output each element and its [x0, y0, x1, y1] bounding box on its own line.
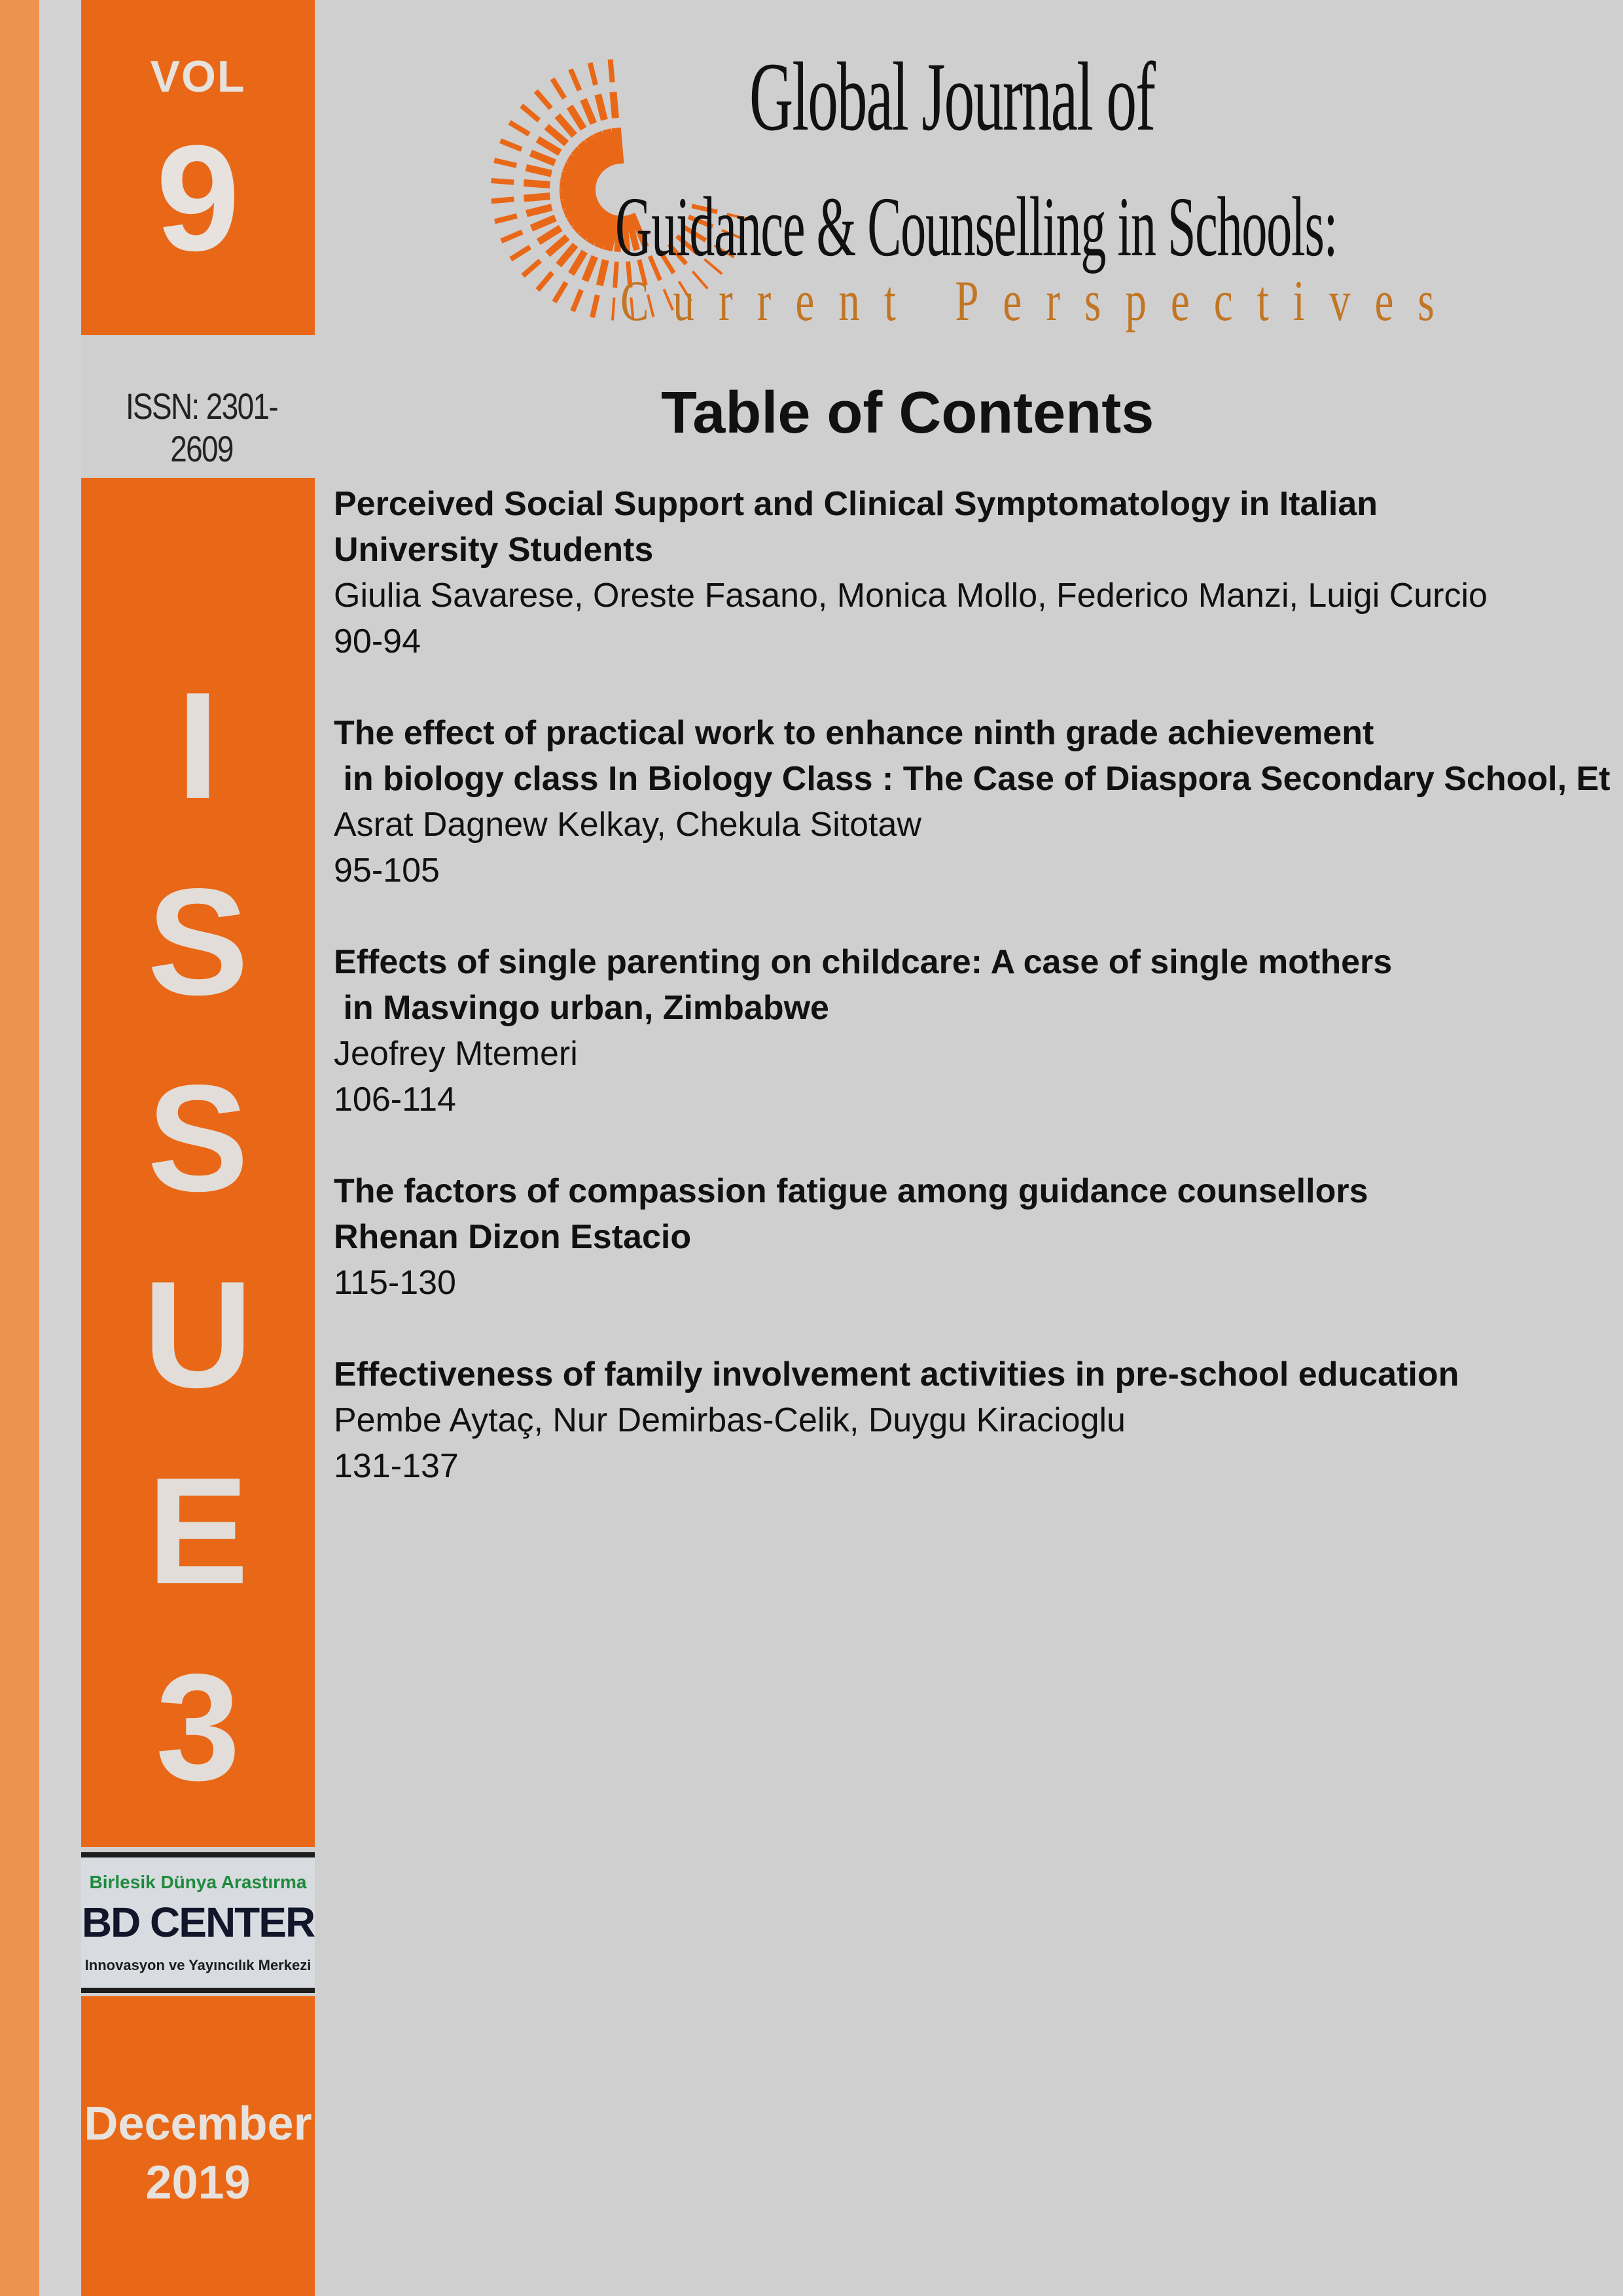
volume-number: 9 [156, 114, 240, 282]
sunburst-ray [613, 92, 615, 118]
sunburst-ray [501, 232, 522, 241]
article-authors: Jeofrey Mtemeri [334, 1035, 578, 1073]
article-authors: Giulia Savarese, Oreste Fasano, Monica Mollo, Federico Manzi, Luigi Curcio [334, 577, 1488, 615]
sunburst-ray [573, 290, 581, 311]
sunburst-ray [552, 79, 565, 98]
article-pages: 131-137 [334, 1447, 459, 1485]
article-pages: 90-94 [334, 622, 421, 660]
sunburst-ray [598, 94, 605, 120]
publisher-logo-main-text: BD CENTER [81, 1899, 315, 1946]
article-pages: 115-130 [334, 1264, 456, 1302]
sunburst-ray [510, 247, 530, 259]
sunburst-ray [571, 251, 585, 274]
sunburst-ray [531, 153, 555, 163]
journal-subtitle: Current Perspectives [620, 270, 1459, 333]
sunburst-ray [546, 127, 567, 144]
toc-entry[interactable] [334, 1168, 1616, 1306]
sunburst-ray [613, 298, 614, 321]
issue-letter: I [177, 661, 219, 831]
sunburst-ray [537, 139, 560, 153]
issue-month: December [84, 2098, 312, 2150]
sunburst-ray [526, 168, 552, 173]
sunburst-ray [524, 196, 550, 198]
sunburst-ray [560, 185, 596, 188]
article-title: Effectiveness of family involvement activities in pre-school education [334, 1355, 1459, 1393]
volume-label: VOL [150, 52, 246, 101]
article-authors: Pembe Aytaç, Nur Demirbas-Celik, Duygu Kiracioglu [334, 1401, 1126, 1439]
sunburst-ray [558, 116, 575, 135]
issue-date [81, 2094, 315, 2212]
article-title: The factors of compassion fatigue among guidance counsellors [334, 1172, 1368, 1210]
issue-number: 3 [155, 1643, 241, 1812]
sunburst-ray [531, 218, 556, 228]
sunburst-ray [494, 160, 516, 166]
sunburst-ray [554, 282, 566, 302]
publisher-logo-top-text: Birlesik Dünya Arastırma [89, 1872, 307, 1892]
article-title: The effect of practical work to enhance ninth grade achievement [334, 714, 1374, 752]
article-pages: 106-114 [334, 1081, 456, 1119]
left-decorative-strip [0, 0, 39, 2296]
article-title: in biology class In Biology Class : The Case of Diaspora Secondary School, Et [334, 760, 1611, 798]
article-title: University Students [334, 531, 654, 569]
issue-letter: E [147, 1446, 249, 1616]
sunburst-ray [491, 181, 514, 182]
publisher-logo [81, 1852, 315, 1993]
issue-letter: S [147, 857, 249, 1027]
issn: ISSN: 2301-2609 [125, 386, 278, 469]
sunburst-ray [585, 257, 595, 281]
article-pages: 95-105 [334, 852, 440, 889]
sunburst-ray [524, 183, 550, 185]
sunburst-ray [491, 199, 514, 201]
toc-entry[interactable] [334, 939, 1616, 1122]
gray-divider-strip [39, 0, 81, 2296]
sunburst-ray [592, 295, 597, 317]
sunburst-ray [590, 63, 596, 85]
sunburst-ray [539, 228, 561, 242]
sunburst-ray [570, 107, 584, 129]
article-authors: Rhenan Dizon Estacio [334, 1218, 692, 1256]
sunburst-ray [583, 99, 594, 124]
article-title: Perceived Social Support and Clinical Symptomatology in Italian [334, 485, 1378, 523]
sunburst-ray [510, 122, 529, 134]
journal-title-line1: Global Journal of [749, 43, 1155, 151]
issue-year: 2019 [145, 2157, 251, 2209]
sunburst-ray [571, 69, 580, 90]
article-authors: Asrat Dagnew Kelkay, Chekula Sitotaw [334, 806, 921, 844]
sunburst-ray [522, 105, 539, 120]
article-title: Effects of single parenting on childcare: A case of single mothers [334, 943, 1393, 981]
article-title: in Masvingo urban, Zimbabwe [334, 989, 829, 1027]
toc-heading: Table of Contents [661, 380, 1154, 446]
sunburst-ray [495, 216, 517, 221]
sunburst-ray [548, 237, 567, 254]
journal-title-line2: Guidance & Counselling in Schools: [615, 180, 1338, 274]
issue-letter: U [143, 1250, 253, 1420]
publisher-logo-bottom-text: Innovasyon ve Yayıncılık Merkezi [84, 1957, 312, 1973]
table-of-contents [334, 481, 1616, 1535]
sunburst-ray [599, 260, 605, 285]
sunburst-ray [536, 91, 551, 108]
sunburst-ray [537, 272, 552, 290]
sunburst-ray [501, 141, 522, 149]
toc-entry[interactable] [334, 481, 1616, 664]
sunburst-ray [611, 60, 613, 82]
issue-letter: S [147, 1054, 249, 1223]
toc-entry[interactable] [334, 1352, 1616, 1489]
sunburst-ray [526, 207, 552, 214]
issue-vertical-text [81, 648, 315, 1826]
toc-entry[interactable] [334, 710, 1616, 893]
sunburst-ray [523, 260, 540, 276]
sunburst-ray [559, 245, 576, 265]
